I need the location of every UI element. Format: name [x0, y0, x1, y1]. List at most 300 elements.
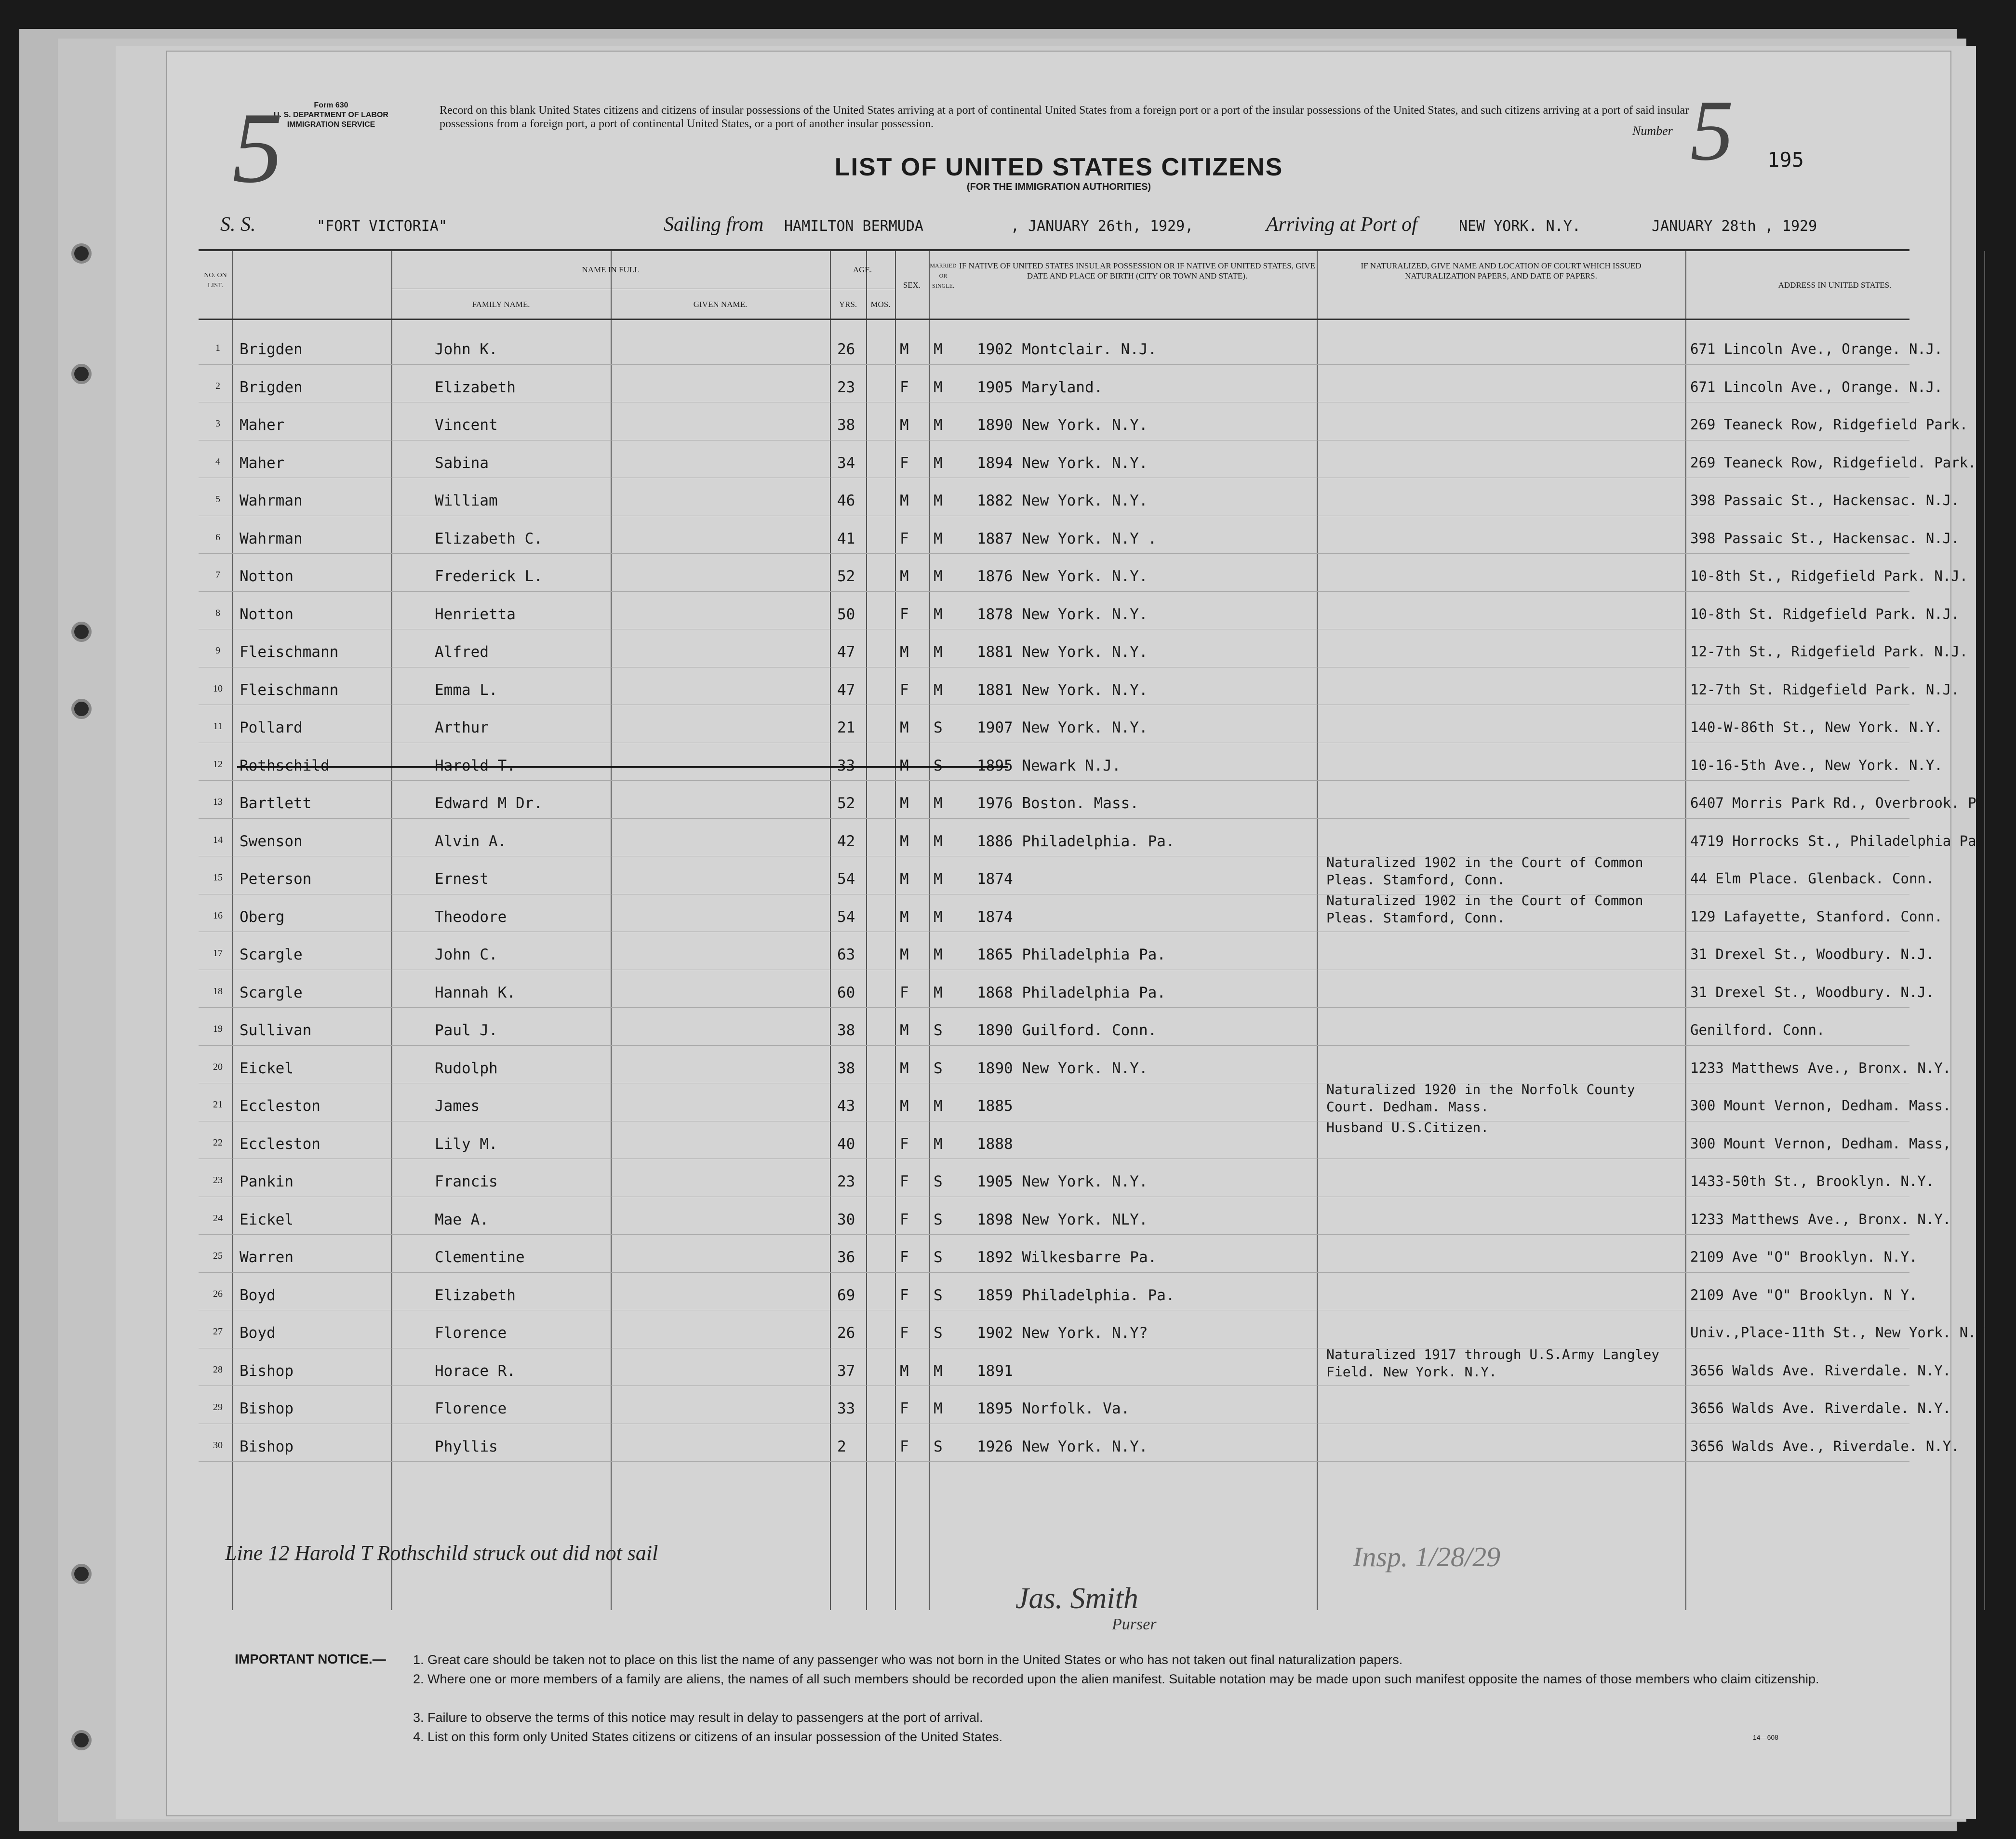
- birth-info: 1890 New York. N.Y.: [977, 1059, 1148, 1077]
- sex: M: [900, 1059, 909, 1077]
- strikethrough-line: [237, 766, 1008, 768]
- sex: M: [900, 341, 909, 358]
- inspection-stamp: Insp. 1/28/29: [1353, 1541, 1501, 1572]
- binder-hole: [71, 1564, 92, 1584]
- us-address: 6407 Morris Park Rd., Overbrook. Pa.: [1690, 795, 1993, 811]
- marital-status: S: [934, 1211, 943, 1228]
- manifest-page: [166, 51, 1993, 1816]
- row-number: 14: [213, 834, 223, 845]
- family-name: Eickel: [240, 1211, 294, 1228]
- marital-status: M: [934, 1135, 943, 1153]
- table-row: [199, 1047, 1951, 1085]
- marital-status: M: [934, 870, 943, 888]
- family-name: Bishop: [240, 1438, 294, 1455]
- header-birth: IF NATIVE OF UNITED STATES INSULAR POSSESSION OR IF NATIVE OF UNITED STATES, GIVE DATE AND PLACE OF BIRTH (CITY OR TOWN AND STATE).: [959, 261, 1315, 280]
- header-given-name: GIVEN NAME.: [693, 300, 748, 309]
- family-name: Peterson: [240, 870, 312, 888]
- table-row: [199, 555, 1968, 593]
- page-title: LIST OF UNITED STATES CITIZENS: [834, 153, 1283, 181]
- given-name: Elizabeth C.: [435, 530, 543, 547]
- birth-info: 1881 New York. N.Y.: [977, 643, 1148, 661]
- table-row: [199, 593, 1960, 631]
- form-code: 14—608: [1753, 1733, 1778, 1741]
- age-years: 33: [837, 1400, 855, 1417]
- table-row: [199, 782, 1993, 820]
- table-row: [199, 1199, 1951, 1237]
- age-years: 41: [837, 530, 855, 547]
- inspector-title: Purser: [1112, 1615, 1157, 1633]
- naturalization-info: Naturalized 1902 in the Court of Common Pleas. Stamford, Conn.: [1326, 892, 1643, 926]
- given-name: Florence: [435, 1324, 507, 1342]
- form-number: Form 630: [314, 101, 348, 109]
- row-number: 24: [213, 1213, 223, 1224]
- us-address: 3656 Walds Ave. Riverdale. N.Y.: [1690, 1362, 1951, 1379]
- marital-status: S: [934, 1059, 943, 1077]
- age-years: 38: [837, 1059, 855, 1077]
- department-name: U. S. DEPARTMENT OF LABOR: [274, 111, 388, 119]
- given-name: Harold T.: [435, 757, 516, 774]
- table-row: [199, 366, 1943, 404]
- page-subtitle: (FOR THE IMMIGRATION AUTHORITIES): [966, 182, 1151, 192]
- birth-info: 1905 New York. N.Y.: [977, 1173, 1148, 1190]
- departure-port: HAMILTON BERMUDA: [784, 218, 923, 235]
- marital-status: M: [934, 378, 943, 396]
- family-name: Maher: [240, 454, 285, 472]
- voyage-line: [220, 213, 1936, 242]
- row-number: 1: [215, 343, 220, 353]
- us-address: 2109 Ave "O" Brooklyn. N.Y.: [1690, 1249, 1918, 1265]
- family-name: Bishop: [240, 1362, 294, 1380]
- birth-info: 1881 New York. N.Y.: [977, 681, 1148, 699]
- header-name-in-full: NAME IN FULL: [582, 265, 640, 274]
- sex: F: [900, 378, 909, 396]
- table-row: [199, 706, 1943, 745]
- age-years: 63: [837, 946, 855, 963]
- family-name: Sullivan: [240, 1022, 312, 1039]
- family-name: Boyd: [240, 1286, 276, 1304]
- table-row: [199, 1426, 1960, 1464]
- arrival-date: JANUARY 28th , 1929: [1652, 218, 1817, 235]
- table-row: [199, 404, 1968, 442]
- family-name: Wahrman: [240, 530, 303, 547]
- family-name: Notton: [240, 605, 294, 623]
- given-name: Arthur: [435, 719, 489, 736]
- birth-info: 1886 Philadelphia. Pa.: [977, 832, 1175, 850]
- us-address: 129 Lafayette, Stanford. Conn.: [1690, 908, 1943, 925]
- birth-info: 1878 New York. N.Y.: [977, 605, 1148, 623]
- sex: M: [900, 1362, 909, 1380]
- table-row: [199, 892, 1943, 934]
- marital-status: M: [934, 1097, 943, 1115]
- family-name: Warren: [240, 1249, 294, 1266]
- age-years: 34: [837, 454, 855, 472]
- age-years: 23: [837, 378, 855, 396]
- birth-info: 1902 New York. N.Y?: [977, 1324, 1148, 1342]
- departure-date: , JANUARY 26th, 1929,: [1011, 218, 1194, 235]
- sex: M: [900, 1022, 909, 1039]
- sex: M: [900, 946, 909, 963]
- marital-status: S: [934, 1249, 943, 1266]
- header-months: MOS.: [870, 300, 891, 309]
- table-row: [199, 328, 1943, 366]
- row-number: 15: [213, 872, 223, 883]
- table-row: [199, 854, 1935, 896]
- given-name: Lily M.: [435, 1135, 498, 1153]
- marital-status: M: [934, 795, 943, 812]
- marital-status: M: [934, 492, 943, 509]
- age-years: 43: [837, 1097, 855, 1115]
- us-address: 3656 Walds Ave. Riverdale. N.Y.: [1690, 1400, 1951, 1416]
- age-years: 69: [837, 1286, 855, 1304]
- age-years: 33: [837, 757, 855, 774]
- row-number: 10: [213, 683, 223, 694]
- row-number: 28: [213, 1364, 223, 1375]
- birth-info: 1926 New York. N.Y.: [977, 1438, 1148, 1455]
- us-address: 398 Passaic St., Hackensac. N.J.: [1690, 530, 1960, 546]
- given-name: Horace R.: [435, 1362, 516, 1380]
- us-address: Genilford. Conn.: [1690, 1022, 1825, 1038]
- marital-status: M: [934, 454, 943, 472]
- given-name: William: [435, 492, 498, 509]
- notice-item-1: 1. Great care should be taken not to place on this list the name of any passenger who was not born in the United States or who has not taken out final naturalization papers.: [413, 1652, 1403, 1667]
- notice-heading: IMPORTANT NOTICE.—: [235, 1652, 386, 1666]
- family-name: Oberg: [240, 908, 285, 926]
- us-address: 300 Mount Vernon, Dedham. Mass.: [1690, 1097, 1951, 1114]
- row-number: 5: [215, 494, 220, 505]
- sex: F: [900, 454, 909, 472]
- us-address: 2109 Ave "O" Brooklyn. N Y.: [1690, 1286, 1918, 1303]
- header-sex: SEX.: [903, 280, 921, 290]
- family-name: Brigden: [240, 378, 303, 396]
- family-name: Notton: [240, 568, 294, 585]
- line12-note: Line 12 Harold T Rothschild struck out did not sail: [225, 1541, 658, 1565]
- us-address: Univ.,Place-11th St., New York. N.Y.: [1690, 1324, 1993, 1341]
- birth-info: 1895 Norfolk. Va.: [977, 1400, 1130, 1417]
- naturalization-info: Husband U.S.Citizen.: [1326, 1119, 1489, 1135]
- table-row: [199, 933, 1935, 972]
- sex: F: [900, 1438, 909, 1455]
- binder-hole: [71, 1730, 92, 1750]
- marital-status: S: [934, 1286, 943, 1304]
- birth-info: 1902 Montclair. N.J.: [977, 341, 1157, 358]
- us-address: 1233 Matthews Ave., Bronx. N.Y.: [1690, 1211, 1951, 1227]
- notice-item-4: 4. List on this form only United States citizens or citizens of an insular possession of the United States.: [413, 1730, 1003, 1744]
- age-years: 54: [837, 870, 855, 888]
- row-number: 8: [215, 607, 220, 618]
- sex: M: [900, 416, 909, 434]
- table-row: [199, 1009, 1909, 1047]
- row-number: 11: [213, 721, 223, 732]
- family-name: Bartlett: [240, 795, 312, 812]
- row-number: 17: [213, 948, 223, 959]
- sex: M: [900, 643, 909, 661]
- age-years: 21: [837, 719, 855, 736]
- us-address: 3656 Walds Ave., Riverdale. N.Y.: [1690, 1438, 1960, 1454]
- header-family-name: FAMILY NAME.: [472, 300, 530, 309]
- table-row: [199, 1236, 1918, 1274]
- birth-info: 1976 Boston. Mass.: [977, 795, 1139, 812]
- given-name: Mae A.: [435, 1211, 489, 1228]
- sex: M: [900, 908, 909, 926]
- birth-info: 1891: [977, 1362, 1013, 1380]
- given-name: Emma L.: [435, 681, 498, 699]
- us-address: 1433-50th St., Brooklyn. N.Y.: [1690, 1173, 1935, 1189]
- marital-status: M: [934, 1400, 943, 1417]
- family-name: Eickel: [240, 1059, 294, 1077]
- marital-status: M: [934, 984, 943, 1001]
- sex: F: [900, 681, 909, 699]
- given-name: Theodore: [435, 908, 507, 926]
- header-years: YRS.: [839, 300, 857, 309]
- us-address: 269 Teaneck Row, Ridgefield Park.: [1690, 416, 1968, 433]
- age-years: 42: [837, 832, 855, 850]
- marital-status: S: [934, 757, 943, 774]
- row-number: 2: [215, 380, 220, 391]
- birth-info: 1874: [977, 908, 1013, 926]
- marital-status: S: [934, 1022, 943, 1039]
- birth-info: 1895 Newark N.J.: [977, 757, 1121, 774]
- table-row: [199, 1160, 1935, 1199]
- us-address: 300 Mount Vernon, Dedham. Mass,: [1690, 1135, 1951, 1152]
- birth-info: 1874: [977, 870, 1013, 888]
- age-years: 30: [837, 1211, 855, 1228]
- table-row: [199, 480, 1960, 518]
- binder-hole: [71, 364, 92, 384]
- family-name: Scargle: [240, 984, 303, 1001]
- family-name: Fleischmann: [240, 681, 339, 699]
- given-name: John K.: [435, 341, 498, 358]
- marital-status: S: [934, 1324, 943, 1342]
- family-name: Eccleston: [240, 1097, 320, 1115]
- birth-info: 1890 Guilford. Conn.: [977, 1022, 1157, 1039]
- row-number: 7: [215, 570, 220, 580]
- row-number: 22: [213, 1137, 223, 1148]
- us-address: 12-7th St. Ridgefield Park. N.J.: [1690, 681, 1960, 698]
- us-address: 4719 Horrocks St., Philadelphia Pa: [1690, 832, 1976, 849]
- table-row: [199, 1274, 1918, 1312]
- age-years: 52: [837, 568, 855, 585]
- given-name: Hannah K.: [435, 984, 516, 1001]
- age-years: 46: [837, 492, 855, 509]
- number-label: Number: [1632, 124, 1673, 138]
- us-address: 140-W-86th St., New York. N.Y.: [1690, 719, 1943, 735]
- birth-info: 1898 New York. NLY.: [977, 1211, 1148, 1228]
- ss-label: S. S.: [220, 213, 256, 236]
- birth-info: 1876 New York. N.Y.: [977, 568, 1148, 585]
- row-number: 23: [213, 1175, 223, 1186]
- row-number: 12: [213, 759, 223, 770]
- table-row: [199, 745, 1943, 783]
- us-address: 10-8th St., Ridgefield Park. N.J.: [1690, 568, 1968, 584]
- age-years: 50: [837, 605, 855, 623]
- age-years: 38: [837, 416, 855, 434]
- table-row: [199, 1119, 1951, 1161]
- header-no: NO. ON LIST.: [204, 272, 227, 289]
- marital-status: S: [934, 719, 943, 736]
- given-name: Elizabeth: [435, 1286, 516, 1304]
- marital-status: M: [934, 416, 943, 434]
- row-number: 27: [213, 1326, 223, 1337]
- sex: F: [900, 1135, 909, 1153]
- family-name: Rothschild: [240, 757, 330, 774]
- arriving-label: Arriving at Port of: [1266, 213, 1417, 236]
- birth-info: 1868 Philadelphia Pa.: [977, 984, 1166, 1001]
- age-years: 37: [837, 1362, 855, 1380]
- family-name: Eccleston: [240, 1135, 320, 1153]
- age-years: 36: [837, 1249, 855, 1266]
- marital-status: S: [934, 1173, 943, 1190]
- marital-status: S: [934, 1438, 943, 1455]
- age-years: 52: [837, 795, 855, 812]
- service-name: IMMIGRATION SERVICE: [287, 120, 375, 129]
- given-name: Sabina: [435, 454, 489, 472]
- birth-info: 1865 Philadelphia Pa.: [977, 946, 1166, 963]
- us-address: 44 Elm Place. Glenback. Conn.: [1690, 870, 1935, 887]
- age-years: 26: [837, 1324, 855, 1342]
- given-name: Elizabeth: [435, 378, 516, 396]
- sex: F: [900, 1249, 909, 1266]
- family-name: Brigden: [240, 341, 303, 358]
- sex: M: [900, 757, 909, 774]
- sex: F: [900, 1400, 909, 1417]
- sex: F: [900, 1173, 909, 1190]
- us-address: 671 Lincoln Ave., Orange. N.J.: [1690, 378, 1943, 395]
- us-address: 10-16-5th Ave., New York. N.Y.: [1690, 757, 1943, 773]
- marital-status: M: [934, 605, 943, 623]
- binder-hole: [71, 699, 92, 719]
- birth-info: 1894 New York. N.Y.: [977, 454, 1148, 472]
- age-years: 38: [837, 1022, 855, 1039]
- sex: M: [900, 795, 909, 812]
- table-row: [199, 442, 1976, 480]
- family-name: Maher: [240, 416, 285, 434]
- given-name: Edward M Dr.: [435, 795, 543, 812]
- table-row: [199, 972, 1935, 1010]
- naturalization-info: Naturalized 1902 in the Court of Common Pleas. Stamford, Conn.: [1326, 854, 1643, 888]
- us-address: 31 Drexel St., Woodbury. N.J.: [1690, 984, 1935, 1000]
- given-name: John C.: [435, 946, 498, 963]
- row-number: 4: [215, 456, 220, 467]
- given-name: Francis: [435, 1173, 498, 1190]
- family-name: Bishop: [240, 1400, 294, 1417]
- birth-info: 1888: [977, 1135, 1013, 1153]
- table-row: [199, 1346, 1951, 1388]
- age-years: 26: [837, 341, 855, 358]
- notice-item-2: 2. Where one or more members of a family are aliens, the names of all such members should be recorded upon the alien manifest. Suitable notation may be made upon such manifest opposite the names of those members who claim citizenship.: [413, 1672, 1819, 1686]
- row-number: 3: [215, 418, 220, 429]
- us-address: 671 Lincoln Ave., Orange. N.J.: [1690, 341, 1943, 357]
- row-number: 25: [213, 1251, 223, 1261]
- handwritten-number: 5: [1690, 82, 1734, 178]
- arrival-port: NEW YORK. N.Y.: [1459, 218, 1581, 235]
- birth-info: 1907 New York. N.Y.: [977, 719, 1148, 736]
- marital-status: M: [934, 341, 943, 358]
- sex: M: [900, 719, 909, 736]
- age-years: 60: [837, 984, 855, 1001]
- given-name: Ernest: [435, 870, 489, 888]
- family-name: Scargle: [240, 946, 303, 963]
- row-number: 13: [213, 797, 223, 807]
- given-name: James: [435, 1097, 480, 1115]
- table-row: [199, 1387, 1951, 1426]
- us-address: 1233 Matthews Ave., Bronx. N.Y.: [1690, 1059, 1951, 1076]
- header-naturalized: IF NATURALIZED, GIVE NAME AND LOCATION OF COURT WHICH ISSUED NATURALIZATION PAPERS, AND DATE OF PAPERS.: [1361, 261, 1642, 280]
- marital-status: M: [934, 832, 943, 850]
- family-name: Pankin: [240, 1173, 294, 1190]
- binder-hole: [71, 622, 92, 642]
- table-row: [199, 669, 1960, 707]
- given-name: Phyllis: [435, 1438, 498, 1455]
- age-years: 47: [837, 681, 855, 699]
- marital-status: M: [934, 681, 943, 699]
- sex: M: [900, 1097, 909, 1115]
- inspector-signature: Jas. Smith: [1015, 1582, 1138, 1615]
- sex: F: [900, 1211, 909, 1228]
- sex: M: [900, 492, 909, 509]
- sex: M: [900, 568, 909, 585]
- given-name: Florence: [435, 1400, 507, 1417]
- family-name: Pollard: [240, 719, 303, 736]
- marital-status: M: [934, 1362, 943, 1380]
- row-number: 18: [213, 986, 223, 997]
- sex: F: [900, 530, 909, 547]
- row-number: 9: [215, 645, 220, 656]
- birth-info: 1859 Philadelphia. Pa.: [977, 1286, 1175, 1304]
- sex: M: [900, 870, 909, 888]
- marital-status: M: [934, 946, 943, 963]
- age-years: 23: [837, 1173, 855, 1190]
- handwritten-form-number: 5: [232, 92, 283, 204]
- naturalization-info: Naturalized 1920 in the Norfolk County Court. Dedham. Mass.: [1326, 1081, 1635, 1115]
- row-number: 26: [213, 1288, 223, 1299]
- family-name: Fleischmann: [240, 643, 339, 661]
- us-address: 269 Teaneck Row, Ridgefield. Park.: [1690, 454, 1976, 471]
- us-address: 398 Passaic St., Hackensac. N.J.: [1690, 492, 1960, 508]
- header-married-single: MARRIED OR SINGLE.: [930, 262, 957, 289]
- row-number: 20: [213, 1061, 223, 1072]
- table-row: [199, 1081, 1951, 1123]
- preamble-text: Record on this blank United States citizens and citizens of insular possessions of the United States arriving at a port of continental United States from a foreign port or a port of the insular possessions of the United States, and such citizens arriving at a port of said insular possessions from a foreign port, a port of continental United States, or a port of another insular possession.: [440, 104, 1689, 130]
- page-number: 195: [1767, 148, 1804, 172]
- sex: M: [900, 832, 909, 850]
- ship-name: "FORT VICTORIA": [317, 218, 447, 235]
- sex: F: [900, 605, 909, 623]
- row-number: 30: [213, 1439, 223, 1451]
- sex: F: [900, 1324, 909, 1342]
- given-name: Henrietta: [435, 605, 516, 623]
- table-row: [199, 518, 1960, 556]
- table-row: [199, 631, 1968, 669]
- sex: F: [900, 1286, 909, 1304]
- row-number: 21: [213, 1099, 223, 1110]
- birth-info: 1887 New York. N.Y .: [977, 530, 1157, 547]
- age-years: 47: [837, 643, 855, 661]
- row-number: 16: [213, 910, 223, 921]
- marital-status: M: [934, 908, 943, 926]
- row-number: 29: [213, 1402, 223, 1413]
- given-name: Paul J.: [435, 1022, 498, 1039]
- birth-info: 1892 Wilkesbarre Pa.: [977, 1249, 1157, 1266]
- header-age: AGE.: [853, 265, 872, 274]
- birth-info: 1890 New York. N.Y.: [977, 416, 1148, 434]
- us-address: 10-8th St. Ridgefield Park. N.J.: [1690, 605, 1960, 622]
- naturalization-info: Naturalized 1917 through U.S.Army Langley Field. New York. N.Y.: [1326, 1346, 1660, 1380]
- table-row: [199, 820, 1976, 858]
- given-name: Clementine: [435, 1249, 525, 1266]
- given-name: Vincent: [435, 416, 498, 434]
- given-name: Alfred: [435, 643, 489, 661]
- given-name: Frederick L.: [435, 568, 543, 585]
